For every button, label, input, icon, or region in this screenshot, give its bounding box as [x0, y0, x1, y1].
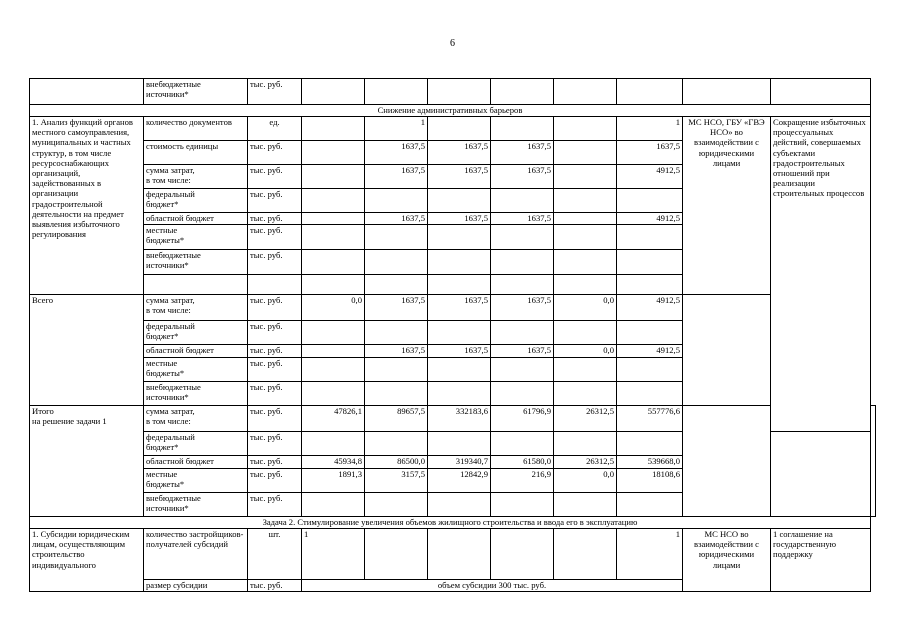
section-header-row [30, 105, 876, 117]
indicator-cell: областной бюджет [144, 456, 248, 469]
value-cell: 1637,5 [365, 213, 428, 225]
summary-label: Всего [30, 295, 144, 406]
value-cell: 332183,6 [428, 406, 491, 432]
unit-cell: тыс. руб. [248, 295, 302, 321]
section-header-row [30, 517, 876, 529]
unit-cell: тыс. руб. [248, 493, 302, 517]
unit-cell: тыс. руб. [248, 321, 302, 345]
indicator-cell: местные бюджеты* [144, 225, 248, 250]
unit-cell: тыс. руб. [248, 79, 302, 105]
value-cell: 319340,7 [428, 456, 491, 469]
unit-cell: тыс. руб. [248, 225, 302, 250]
unit-cell: тыс. руб. [248, 345, 302, 358]
value-cell: 26312,5 [554, 406, 617, 432]
value-cell: 45934,8 [302, 456, 365, 469]
value-cell: 1637,5 [491, 295, 554, 321]
indicator-cell: сумма затрат, в том числе: [144, 406, 248, 432]
value-cell: 1 [617, 117, 683, 141]
value-cell: 18108,6 [617, 469, 683, 493]
value-cell: 61580,0 [491, 456, 554, 469]
value-cell: 1 [617, 529, 683, 580]
indicator-cell: сумма затрат, в том числе: [144, 295, 248, 321]
indicator-cell: размер субсидии [144, 580, 248, 592]
value-cell: 1637,5 [365, 141, 428, 165]
value-cell: 557776,6 [617, 406, 683, 432]
value-cell: 1637,5 [491, 141, 554, 165]
indicator-cell: федеральный бюджет* [144, 189, 248, 213]
value-cell: 0,0 [554, 295, 617, 321]
indicator-cell: стоимость единицы [144, 141, 248, 165]
unit-cell: тыс. руб. [248, 250, 302, 275]
value-cell: 539668,0 [617, 456, 683, 469]
value-cell: 86500,0 [365, 456, 428, 469]
value-cell: 1637,5 [428, 141, 491, 165]
value-cell: 0,0 [554, 469, 617, 493]
unit-cell: тыс. руб. [248, 469, 302, 493]
value-cell: 1 [302, 529, 365, 580]
subsidy-note: объем субсидии 300 тыс. руб. [302, 580, 683, 592]
page-number: 6 [450, 38, 455, 49]
value-cell: 4912,5 [617, 345, 683, 358]
indicator-cell: внебюджетные источники* [144, 382, 248, 406]
value-cell: 89657,5 [365, 406, 428, 432]
unit-cell: тыс. руб. [248, 165, 302, 189]
value-cell: 1637,5 [491, 213, 554, 225]
indicator-cell: количество документов [144, 117, 248, 141]
unit-cell: тыс. руб. [248, 213, 302, 225]
table-row [30, 295, 876, 321]
value-cell: 1637,5 [491, 345, 554, 358]
value-cell: 61796,9 [491, 406, 554, 432]
item-title: 1. Анализ функций органов местного самоуправления, муниципальных и частных структур, в том числе ресурсоснабжающих организаций, задействованных в организации градостроительной деятельности на предмет выявления избыточного регулирования [30, 117, 144, 295]
value-cell: 1891,3 [302, 469, 365, 493]
unit-cell: тыс. руб. [248, 432, 302, 456]
value-cell: 1637,5 [428, 295, 491, 321]
value-cell: 1637,5 [365, 165, 428, 189]
table-row [30, 79, 876, 105]
indicator-cell: местные бюджеты* [144, 358, 248, 382]
value-cell: 4912,5 [617, 295, 683, 321]
value-cell: 12842,9 [428, 469, 491, 493]
task-title: Задача 2. Стимулирование увеличения объемов жилищного строительства и ввода его в эксплуатацию [30, 517, 871, 529]
value-cell: 1637,5 [365, 295, 428, 321]
indicator-cell: местные бюджеты* [144, 469, 248, 493]
table-row [30, 529, 876, 580]
indicator-cell: федеральный бюджет* [144, 432, 248, 456]
indicator-cell: внебюджетные источники* [144, 250, 248, 275]
table-row [30, 117, 876, 141]
result-cell: Сокращение избыточных процессуальных действий, совершаемых субъектами градостроительных отношений при реализации строительных процессов [771, 117, 871, 432]
program-table [29, 78, 876, 592]
value-cell: 47826,1 [302, 406, 365, 432]
value-cell: 1637,5 [365, 345, 428, 358]
value-cell: 4912,5 [617, 213, 683, 225]
item-title: 1. Субсидии юридическим лицам, осуществляющим строительство индивидуального [30, 529, 144, 592]
value-cell: 1637,5 [617, 141, 683, 165]
indicator-cell: областной бюджет [144, 345, 248, 358]
indicator-cell: федеральный бюджет* [144, 321, 248, 345]
value-cell: 216,9 [491, 469, 554, 493]
value-cell: 4912,5 [617, 165, 683, 189]
value-cell: 3157,5 [365, 469, 428, 493]
unit-cell: тыс. руб. [248, 141, 302, 165]
unit-cell: тыс. руб. [248, 382, 302, 406]
executor-cell: МС НСО, ГБУ «ГВЭ НСО» во взаимодействии с юридическими лицами [683, 117, 771, 295]
unit-cell: шт. [248, 529, 302, 580]
unit-cell: тыс. руб. [248, 358, 302, 382]
result-cell: 1 соглашение на государственную поддержку [771, 529, 871, 592]
indicator-cell: внебюджетные источники* [144, 493, 248, 517]
section-title: Снижение административных барьеров [30, 105, 871, 117]
value-cell: 0,0 [302, 295, 365, 321]
unit-cell: тыс. руб. [248, 189, 302, 213]
indicator-cell: внебюджетные источники* [144, 79, 248, 105]
value-cell: 1637,5 [491, 165, 554, 189]
indicator-cell: количество застройщиков-получателей субсидий [144, 529, 248, 580]
unit-cell: тыс. руб. [248, 406, 302, 432]
value-cell: 0,0 [554, 345, 617, 358]
unit-cell: ед. [248, 117, 302, 141]
unit-cell: тыс. руб. [248, 580, 302, 592]
value-cell: 26312,5 [554, 456, 617, 469]
value-cell: 1 [365, 117, 428, 141]
indicator-cell: сумма затрат, в том числе: [144, 165, 248, 189]
indicator-cell: областной бюджет [144, 213, 248, 225]
executor-cell: МС НСО во взаимодействии с юридическими лицами [683, 529, 771, 592]
summary-label: Итого на решение задачи 1 [30, 406, 144, 517]
table-row [30, 406, 876, 432]
unit-cell: тыс. руб. [248, 456, 302, 469]
value-cell: 1637,5 [428, 165, 491, 189]
value-cell: 1637,5 [428, 213, 491, 225]
value-cell: 1637,5 [428, 345, 491, 358]
